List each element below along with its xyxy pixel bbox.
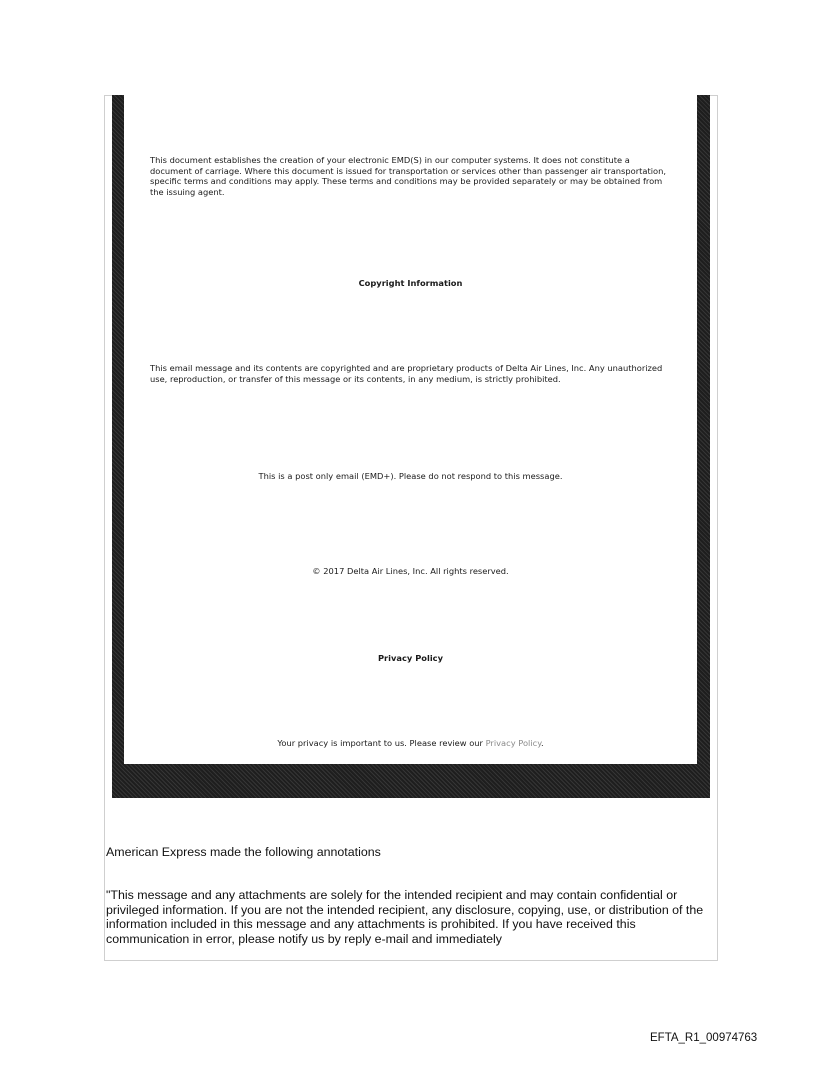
privacy-notice bbox=[124, 738, 697, 749]
frame-right-border bbox=[697, 95, 710, 798]
amex-confidentiality-notice: "This message and any attachments are solely for the intended recipient and may contain confidential or privileged information. If you are not the intended recipient, any disclosure, copying, use, or distribution of the information included in this message and any attachments is prohibited. If you have received this communication in error, please notify us by reply e-mail and immediately bbox=[106, 888, 704, 946]
copyright-heading: Copyright Information bbox=[358, 278, 463, 288]
frame-bottom-border bbox=[112, 764, 710, 798]
delta-email-content bbox=[124, 95, 697, 764]
amex-annotation-heading: American Express made the following annotations bbox=[106, 845, 381, 859]
privacy-prefix: Your privacy is important to us. Please review our bbox=[277, 738, 486, 748]
privacy-policy-link[interactable]: Privacy Policy bbox=[485, 738, 541, 748]
privacy-heading: Privacy Policy bbox=[377, 653, 444, 663]
frame-left-border bbox=[112, 95, 124, 798]
privacy-suffix: . bbox=[540, 738, 544, 748]
copyright-text: This email message and its contents are copyrighted and are proprietary products of Delta Air Lines, Inc. Any unauthorized use, reproduction, or transfer of this message or its contents, in any medium, is strictly prohibited. bbox=[150, 363, 663, 384]
post-only-notice: This is a post only email (EMD+). Please do not respond to this message. bbox=[258, 471, 563, 481]
document-id: EFTA_R1_00974763 bbox=[650, 1032, 758, 1044]
emd-disclaimer: This document establishes the creation of your electronic EMD(S) in our computer systems. It does not constitute a document of carriage. Where this document is issued for transportation or services other than passenger air transportation, specific terms and conditions may apply. These terms and conditions may be provided separately or may be obtained from the issuing agent. bbox=[150, 155, 666, 197]
rights-reserved: © 2017 Delta Air Lines, Inc. All rights reserved. bbox=[312, 566, 509, 576]
